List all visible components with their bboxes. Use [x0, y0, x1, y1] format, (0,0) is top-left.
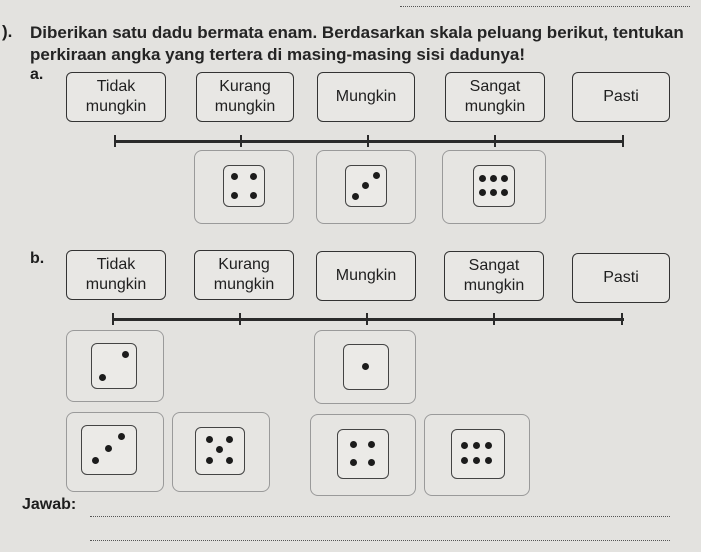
scale-a-tick-2 [367, 135, 369, 147]
die-card-a1 [194, 150, 294, 224]
scale-b-term-1: Tidak mungkin [66, 250, 166, 300]
die-card-b4 [172, 412, 270, 492]
die-face-three [81, 425, 137, 475]
scale-b-term-4: Sangat mungkin [444, 251, 544, 301]
scale-b-tick-2 [366, 313, 368, 325]
die-face-four [223, 165, 265, 207]
die-face-six [473, 165, 515, 207]
part-a-label: a. [30, 66, 44, 83]
scale-a-term-2: Kurang mungkin [196, 72, 294, 122]
die-card-b3 [66, 412, 164, 492]
die-face-four [337, 429, 389, 479]
scale-a-term-4: Sangat mungkin [445, 72, 545, 122]
scale-b-tick-0 [112, 313, 114, 325]
answer-line-2[interactable] [90, 540, 670, 541]
question-number: ). [2, 22, 13, 41]
scale-a-tick-3 [494, 135, 496, 147]
scale-b-term-5: Pasti [572, 253, 670, 303]
answer-label: Jawab: [22, 496, 77, 513]
die-card-a3 [442, 150, 546, 224]
scale-a-term-3: Mungkin [317, 72, 415, 122]
die-face-five [195, 427, 245, 475]
probability-scale-line-a [114, 140, 624, 143]
answer-line-1[interactable] [90, 516, 670, 517]
die-face-two [91, 343, 137, 389]
die-card-b1 [66, 330, 164, 402]
die-card-b5 [310, 414, 416, 496]
scale-b-term-2: Kurang mungkin [194, 250, 294, 300]
die-face-three [345, 165, 387, 207]
die-card-a2 [316, 150, 416, 224]
die-face-six [451, 429, 505, 479]
scale-a-term-5: Pasti [572, 72, 670, 122]
scale-a-tick-0 [114, 135, 116, 147]
scale-b-tick-3 [493, 313, 495, 325]
die-card-b2 [314, 330, 416, 404]
scale-a-tick-1 [240, 135, 242, 147]
die-face-one [343, 344, 389, 390]
scale-a-term-1: Tidak mungkin [66, 72, 166, 122]
scale-a-tick-4 [622, 135, 624, 147]
probability-scale-line-b [112, 318, 624, 321]
scale-b-tick-1 [239, 313, 241, 325]
scale-b-term-3: Mungkin [316, 251, 416, 301]
die-card-b6 [424, 414, 530, 496]
top-dotted-line [400, 6, 690, 7]
part-b-label: b. [30, 250, 45, 267]
question-text: Diberikan satu dadu bermata enam. Berdasarkan skala peluang berikut, tentukan perkiraan angka yang tertera di masing-masing sisi dadunya! [30, 23, 684, 64]
scale-b-tick-4 [621, 313, 623, 325]
